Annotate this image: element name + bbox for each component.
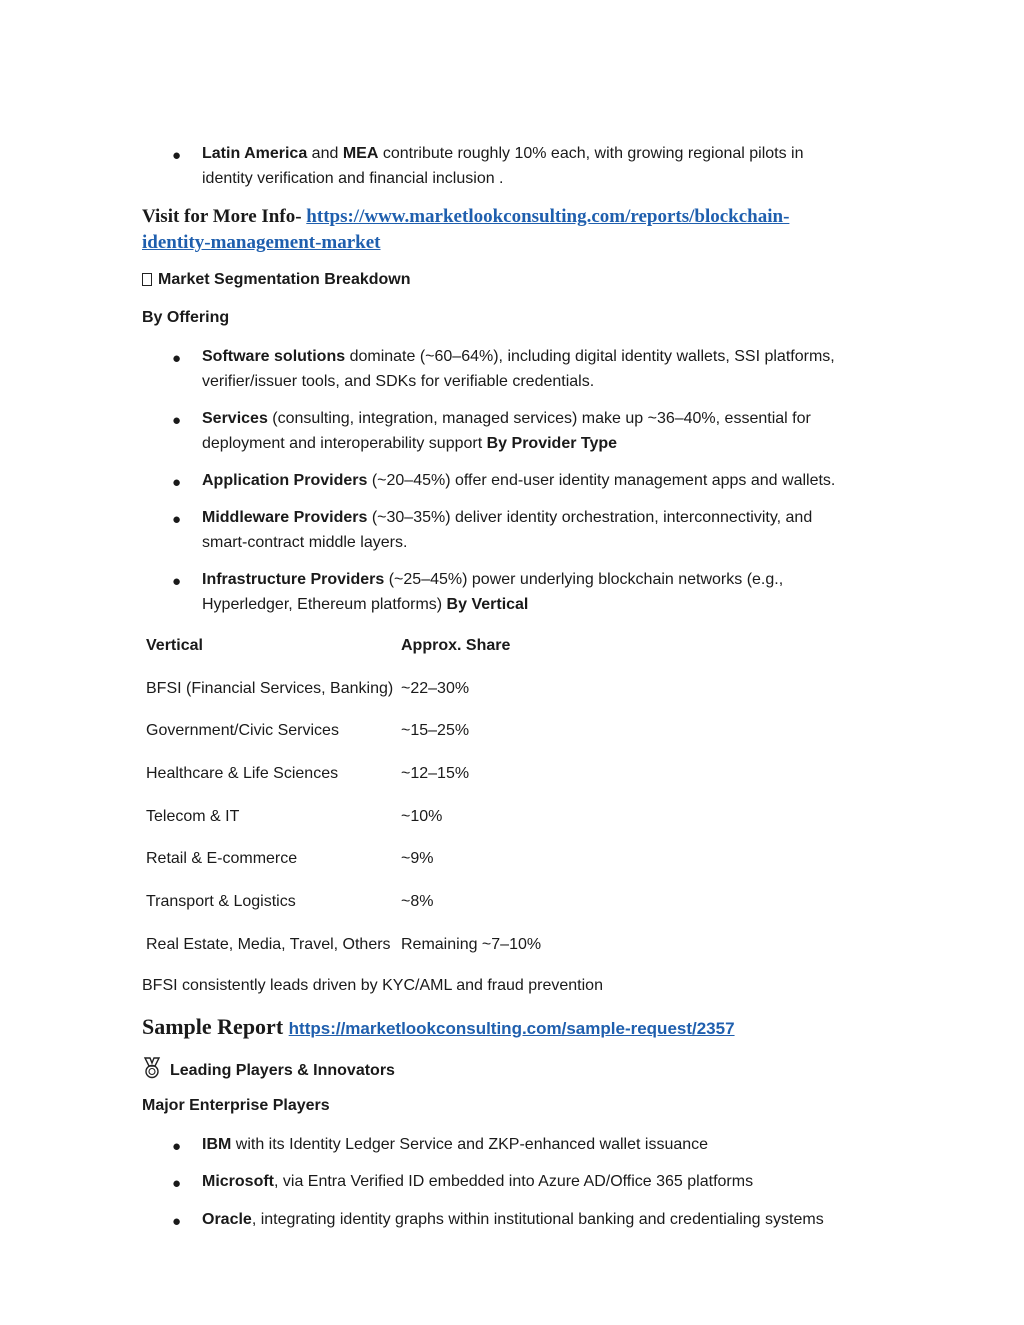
square-icon xyxy=(142,273,152,286)
segmentation-title: Market Segmentation Breakdown xyxy=(158,271,411,288)
item-text: (~30–35%) deliver identity orchestration, interconnectivity, and xyxy=(367,509,813,526)
latam-text-2: contribute roughly 10% each, with growing regional pilots in xyxy=(378,145,804,162)
players-subtitle: Major Enterprise Players xyxy=(142,1097,330,1114)
list-item-infrastructure xyxy=(202,567,882,617)
medal-icon xyxy=(142,1057,162,1079)
latam-bold: Latin America xyxy=(202,145,308,162)
item-bold: Middleware Providers xyxy=(202,509,368,526)
item-bold: IBM xyxy=(202,1136,232,1153)
item-text: (consulting, integration, managed services) make up ~36–40%, essential for xyxy=(267,410,811,427)
bfsi-note: BFSI consistently leads driven by KYC/AML and fraud prevention xyxy=(142,977,603,994)
list-item-oracle xyxy=(202,1207,902,1232)
table-cell: Real Estate, Media, Travel, Others xyxy=(146,936,391,953)
segmentation-heading xyxy=(142,271,411,289)
report-link-cont[interactable]: identity-management-market xyxy=(142,232,381,253)
visit-info xyxy=(142,204,789,256)
item-text-2: smart-contract middle layers. xyxy=(202,534,408,551)
report-link[interactable]: https://www.marketlookconsulting.com/reports/blockchain- xyxy=(306,206,790,227)
mea-bold: MEA xyxy=(342,145,379,162)
item-bold: Oracle xyxy=(202,1211,252,1228)
table-cell: BFSI (Financial Services, Banking) xyxy=(146,680,394,697)
table-cell: Retail & E-commerce xyxy=(146,850,298,867)
bullet-dot: ● xyxy=(172,1213,182,1230)
item-text-2: verifier/issuer tools, and SDKs for verifiable credentials. xyxy=(202,373,595,390)
table-header-vertical: Vertical xyxy=(146,637,203,654)
table-cell: Transport & Logistics xyxy=(146,893,296,910)
sample-label: Sample Report xyxy=(142,1014,289,1039)
item-bold: Microsoft xyxy=(202,1173,274,1190)
table-cell: Government/Civic Services xyxy=(146,722,339,739)
bullet-dot: ● xyxy=(172,1175,182,1192)
vertical-heading: By Vertical xyxy=(446,596,529,613)
bullet-dot: ● xyxy=(172,350,182,367)
players-title: Leading Players & Innovators xyxy=(170,1062,395,1079)
list-item-application xyxy=(202,468,882,493)
table-cell: ~22–30% xyxy=(401,680,470,697)
table-header-share: Approx. Share xyxy=(401,637,511,654)
list-item-software xyxy=(202,344,882,394)
item-text-2: Hyperledger, Ethereum platforms) xyxy=(202,596,447,613)
sample-link[interactable]: https://marketlookconsulting.com/sample-request/2357 xyxy=(288,1019,735,1038)
bullet-dot: ● xyxy=(172,1138,182,1155)
table-cell: ~9% xyxy=(401,850,434,867)
visit-label: Visit for More Info- xyxy=(142,206,307,227)
bullet-dot: ● xyxy=(172,412,182,429)
item-text: dominate (~60–64%), including digital identity wallets, SSI platforms, xyxy=(345,348,835,365)
list-item-latam xyxy=(202,141,882,191)
list-item-ibm xyxy=(202,1132,882,1157)
list-item-microsoft xyxy=(202,1169,882,1194)
item-text-2: deployment and interoperability support xyxy=(202,435,487,452)
latam-text-3: identity verification and financial inclusion . xyxy=(202,170,504,187)
latam-text: and xyxy=(307,145,343,162)
table-cell: Telecom & IT xyxy=(146,808,240,825)
list-item-middleware xyxy=(202,505,882,555)
sample-report xyxy=(142,1012,735,1045)
item-bold: Services xyxy=(202,410,268,427)
item-text: , via Entra Verified ID embedded into Azure AD/Office 365 platforms xyxy=(274,1173,754,1190)
table-cell: ~10% xyxy=(401,808,443,825)
item-bold: Application Providers xyxy=(202,472,368,489)
bullet-dot: ● xyxy=(172,147,182,164)
item-bold: Infrastructure Providers xyxy=(202,571,385,588)
item-text: (~20–45%) offer end-user identity management apps and wallets. xyxy=(367,472,836,489)
table-cell: ~12–15% xyxy=(401,765,470,782)
item-text: with its Identity Ledger Service and ZKP-enhanced wallet issuance xyxy=(231,1136,709,1153)
item-text: (~25–45%) power underlying blockchain networks (e.g., xyxy=(384,571,784,588)
provider-type-heading: By Provider Type xyxy=(486,435,618,452)
list-item-services xyxy=(202,406,882,456)
bullet-dot: ● xyxy=(172,511,182,528)
table-cell: Remaining ~7–10% xyxy=(401,936,542,953)
bullet-dot: ● xyxy=(172,573,182,590)
item-bold: Software solutions xyxy=(202,348,346,365)
item-text: , integrating identity graphs within institutional banking and credentialing systems xyxy=(251,1211,824,1228)
table-cell: Healthcare & Life Sciences xyxy=(146,765,339,782)
table-cell: ~8% xyxy=(401,893,434,910)
players-heading xyxy=(142,1057,395,1080)
table-cell: ~15–25% xyxy=(401,722,470,739)
bullet-dot: ● xyxy=(172,474,182,491)
by-offering-heading: By Offering xyxy=(142,309,230,326)
